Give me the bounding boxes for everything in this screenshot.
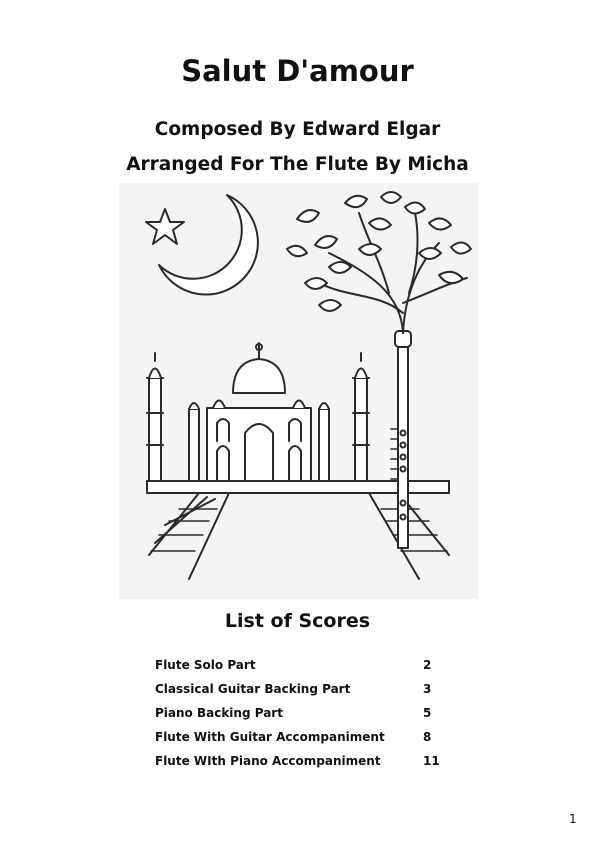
- score-page: 11: [423, 754, 440, 768]
- scores-list-heading: List of Scores: [224, 610, 371, 632]
- taj-mahal-illustration: [147, 343, 369, 481]
- star-icon: [146, 209, 184, 244]
- score-title: Flute With Guitar Accompaniment: [155, 730, 385, 744]
- score-page: 2: [423, 658, 432, 672]
- cover-illustration: [119, 183, 478, 599]
- score-item: [155, 655, 455, 679]
- score-title: Classical Guitar Backing Part: [155, 682, 351, 696]
- score-page: 8: [423, 730, 432, 744]
- score-title: Piano Backing Part: [155, 706, 283, 720]
- score-item: [155, 679, 455, 703]
- score-title: Flute WIth Piano Accompaniment: [155, 754, 381, 768]
- score-item: [155, 751, 455, 775]
- page-number: 1: [569, 812, 577, 826]
- score-item: [155, 727, 455, 751]
- arranger-line: Arranged For The Flute By Micha: [126, 154, 469, 175]
- flute-tree-illustration: [287, 192, 471, 548]
- score-page: 5: [423, 706, 432, 720]
- score-page: 3: [423, 682, 432, 696]
- score-title: Flute Solo Part: [155, 658, 256, 672]
- scores-list: [155, 655, 455, 775]
- document-title: Salut D'amour: [181, 54, 414, 88]
- score-item: [155, 703, 455, 727]
- composer-line: Composed By Edward Elgar: [154, 119, 441, 140]
- crescent-moon-icon: [159, 195, 258, 295]
